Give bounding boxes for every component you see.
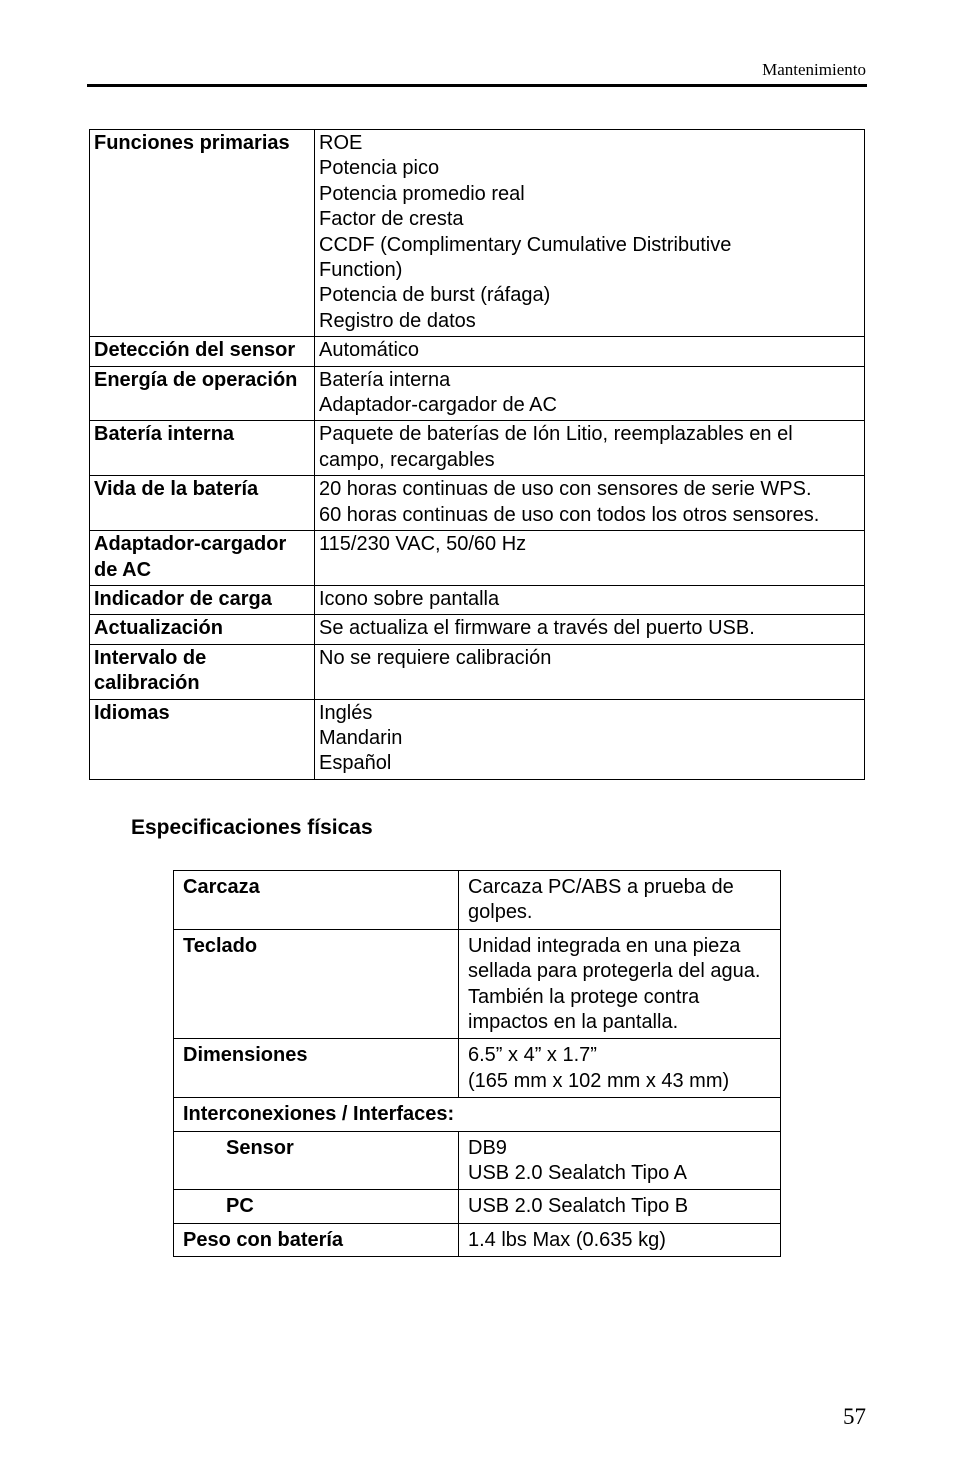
spec-value-line: Mandarin: [319, 726, 403, 749]
spec-value: [315, 130, 865, 337]
spec-value-line: 6.5” x 4” x 1.7”: [468, 1044, 597, 1067]
spec-value-line: 20 horas continuas de uso con sensores de serie WPS.: [319, 478, 812, 501]
spec-label: Batería interna: [90, 421, 315, 476]
spec-label: Indicador de carga: [90, 585, 315, 614]
spec-value-line: Batería interna: [319, 368, 451, 391]
interfaces-heading: Interconexiones / Interfaces:: [174, 1098, 781, 1131]
spec-value-line: Potencia de burst (ráfaga): [319, 284, 551, 307]
table-row: [90, 699, 865, 779]
spec-value-line: Icono sobre pantalla: [319, 587, 500, 610]
table-row: [174, 1098, 781, 1131]
spec-value-line: Adaptador-cargador de AC: [319, 394, 557, 417]
spec-value-line: Se actualiza el firmware a través del puerto USB.: [319, 617, 755, 640]
spec-label: Idiomas: [90, 699, 315, 779]
table-row: [90, 421, 865, 476]
spec-label: Adaptador-cargador de AC: [90, 531, 315, 586]
spec-label: Sensor: [174, 1131, 459, 1190]
header-rule: [87, 84, 867, 87]
spec-value-line: Function): [319, 259, 403, 282]
spec-label: Detección del sensor: [90, 337, 315, 366]
spec-value-line: Factor de cresta: [319, 208, 464, 231]
spec-label: Vida de la batería: [90, 476, 315, 531]
spec-value-line: Paquete de baterías de Ión Litio, reemplazables en el campo, recargables: [319, 423, 793, 471]
table-row: [174, 1190, 781, 1223]
spec-label: Carcaza: [174, 871, 459, 930]
spec-value: [459, 1131, 781, 1190]
spec-value-line: USB 2.0 Sealatch Tipo A: [468, 1162, 688, 1185]
table-row: [90, 366, 865, 421]
spec-value: Unidad integrada en una pieza sellada para protegerla del agua. También la protege contra impactos en la pantalla.: [459, 929, 781, 1039]
spec-value: [459, 1039, 781, 1098]
table-row: [90, 644, 865, 699]
table-row: [174, 871, 781, 930]
spec-value: 1.4 lbs Max (0.635 kg): [459, 1223, 781, 1256]
spec-value-line: Español: [319, 752, 392, 775]
section-title: Especificaciones físicas: [131, 816, 373, 839]
physical-specs-table: [173, 870, 781, 1257]
running-header: Mantenimiento: [762, 60, 866, 79]
spec-value-line: ROE: [319, 132, 363, 154]
spec-value: USB 2.0 Sealatch Tipo B: [459, 1190, 781, 1223]
spec-value: [315, 585, 865, 614]
spec-value-line: Registro de datos: [319, 309, 476, 332]
spec-value-line: (165 mm x 102 mm x 43 mm): [468, 1069, 730, 1092]
spec-value-line: CCDF (Complimentary Cumulative Distributive: [319, 233, 732, 256]
spec-label: Energía de operación: [90, 366, 315, 421]
spec-value-line: DB9: [468, 1136, 507, 1159]
table-row: [174, 1131, 781, 1190]
spec-value-line: 60 horas continuas de uso con todos los otros sensores.: [319, 503, 820, 526]
spec-value-line: Potencia promedio real: [319, 182, 525, 205]
table-row: [90, 476, 865, 531]
spec-label: Dimensiones: [174, 1039, 459, 1098]
page-number: 57: [843, 1404, 866, 1429]
spec-value-line: No se requiere calibración: [319, 646, 552, 669]
spec-value-line: Automático: [319, 339, 420, 362]
table-row: [90, 531, 865, 586]
spec-value-line: Potencia pico: [319, 157, 440, 180]
table-row: [90, 585, 865, 614]
spec-label: Intervalo de calibración: [90, 644, 315, 699]
spec-label: PC: [174, 1190, 459, 1223]
table-row: [174, 1223, 781, 1256]
spec-label: Actualización: [90, 615, 315, 644]
table-row: [90, 615, 865, 644]
spec-value: [315, 366, 865, 421]
table-row: [174, 1039, 781, 1098]
table-row: [90, 130, 865, 337]
spec-value: [315, 421, 865, 476]
table-row: [90, 337, 865, 366]
spec-value: [315, 615, 865, 644]
table-row: [174, 929, 781, 1039]
spec-value: [315, 476, 865, 531]
spec-value: [315, 531, 865, 586]
spec-value: [315, 699, 865, 779]
spec-label: Peso con batería: [174, 1223, 459, 1256]
spec-value: [315, 644, 865, 699]
spec-value-line: Inglés: [319, 701, 373, 724]
spec-label: Funciones primarias: [90, 130, 315, 337]
spec-value: Carcaza PC/ABS a prueba de golpes.: [459, 871, 781, 930]
spec-label: Teclado: [174, 929, 459, 1039]
spec-value-line: 115/230 VAC, 50/60 Hz: [319, 533, 527, 556]
spec-value: [315, 337, 865, 366]
general-specs-table: [89, 129, 865, 780]
